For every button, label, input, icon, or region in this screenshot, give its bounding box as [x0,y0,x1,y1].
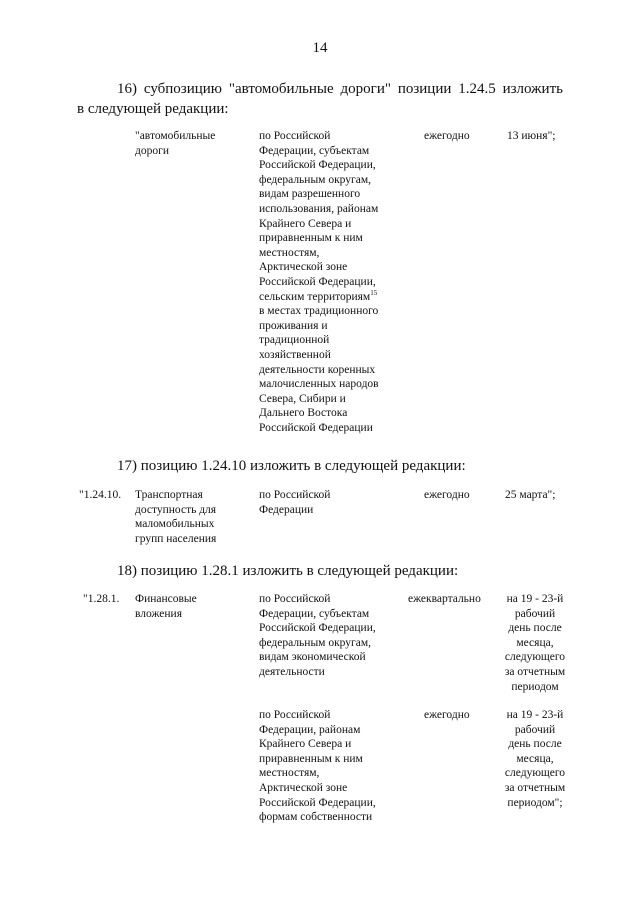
text-span: сельским территориям [259,290,371,303]
item18-row1-period: ежеквартально [408,593,481,605]
text-line: Арктической зоне [259,261,348,274]
item17-scope [259,488,409,517]
text-line: видам разрешенного [259,188,361,201]
text-line: Федерации, районам [259,723,361,736]
text-line: местностям, [259,246,320,259]
text-line: на 19 - 23-й [506,593,564,605]
text-line: групп населения [135,532,217,545]
item18-row2-date [493,708,577,810]
item17-heading: 17) позицию 1.24.10 изложить в следующей редакции: [117,458,466,474]
text-line: по Российской [259,489,331,501]
item16-line2: в следующей редакции: [77,101,229,117]
item16-date: 13 июня"; [507,130,556,142]
text-line: деятельности [259,665,325,678]
text-line: видам экономической [259,651,366,664]
item17-date: 25 марта"; [505,489,556,501]
text-line: приравненным к ним [259,232,363,245]
item16-name [135,129,247,158]
text-line: Федерации, субъектам [259,607,370,620]
item16-word: "автомобильные [228,81,334,97]
item17-code: "1.24.10. [79,489,122,501]
text-line: день после [508,622,562,635]
text-line: традиционной [259,334,330,347]
text-line: Российской Федерации, [259,796,376,809]
item16-period: ежегодно [424,130,470,142]
text-line: федеральным округам, [259,636,371,649]
text-line: деятельности коренных [259,363,376,376]
text-line: вложения [135,607,182,620]
item18-row2-scope [259,708,409,825]
item18-code: "1.28.1. [83,593,120,605]
text-line: приравненным к ним [259,752,363,765]
text-line: следующего [504,651,566,664]
text-line: на 19 - 23-й [506,709,564,721]
item18-row1-scope [259,592,409,680]
text-line: местностям, [259,767,320,780]
text-line: Крайнего Севера и [259,738,352,751]
text-line: хозяйственной [259,348,331,361]
item18-name [135,592,247,621]
text-line: по Российской [259,709,331,721]
item16-word: 16) [117,81,137,97]
text-line: Российской Федерации [259,421,373,434]
text-line: Российской Федерации, [259,159,376,172]
text-line: месяца, [516,636,554,649]
text-line: Российской Федерации, [259,622,376,635]
text-line: малочисленных народов [259,378,379,391]
text-line: "автомобильные [135,130,216,142]
text-line: периодом [511,680,559,693]
text-line: Дальнего Востока [259,407,348,420]
item16-scope [259,129,409,435]
text-line: Российской Федерации, [259,275,376,288]
text-line: формам собственности [259,811,373,824]
text-line: использования, районам [259,202,379,215]
text-line: дороги [135,144,169,157]
item16-word: дороги" [340,81,391,97]
text-line: доступность для [135,503,217,516]
page-number: 14 [312,40,328,56]
text-line: месяца, [516,752,554,765]
item16-word: субпозицию [143,81,222,97]
item16-word: изложить [502,81,563,97]
item18-heading: 18) позицию 1.28.1 изложить в следующей редакции: [117,563,459,579]
text-line: Севера, Сибири и [259,392,346,405]
text-line: по Российской [259,130,331,142]
item17-period: ежегодно [424,489,470,501]
item16-word: 1.24.5 [458,81,496,97]
text-line: Арктической зоне [259,781,348,794]
text-line: Транспортная [135,489,203,501]
text-line: по Российской [259,593,331,605]
text-line: за отчетным [504,665,566,678]
text-line: Финансовые [135,593,197,605]
item18-row2-period: ежегодно [424,709,470,721]
text-line: за отчетным [504,781,566,794]
text-line: следующего [504,767,566,780]
text-line: в местах традиционного [259,305,379,318]
text-line: маломобильных [135,518,215,531]
item18-row1-date [493,592,577,694]
text-line: Федерации, субъектам [259,144,370,157]
text-line: рабочий [514,723,556,736]
footnote-marker: 15 [370,288,378,297]
item16-line1 [117,79,563,99]
text-line: день после [508,738,562,751]
text-line: проживания и [259,319,328,332]
text-line: периодом"; [507,796,563,809]
item16-word: позиции [397,81,452,97]
text-line: федеральным округам, [259,173,371,186]
text-line: Федерации [259,503,314,516]
text-line-with-footnote [259,290,409,305]
item17-name [135,488,247,546]
text-line: Крайнего Севера и [259,217,352,230]
text-line: рабочий [514,607,556,620]
